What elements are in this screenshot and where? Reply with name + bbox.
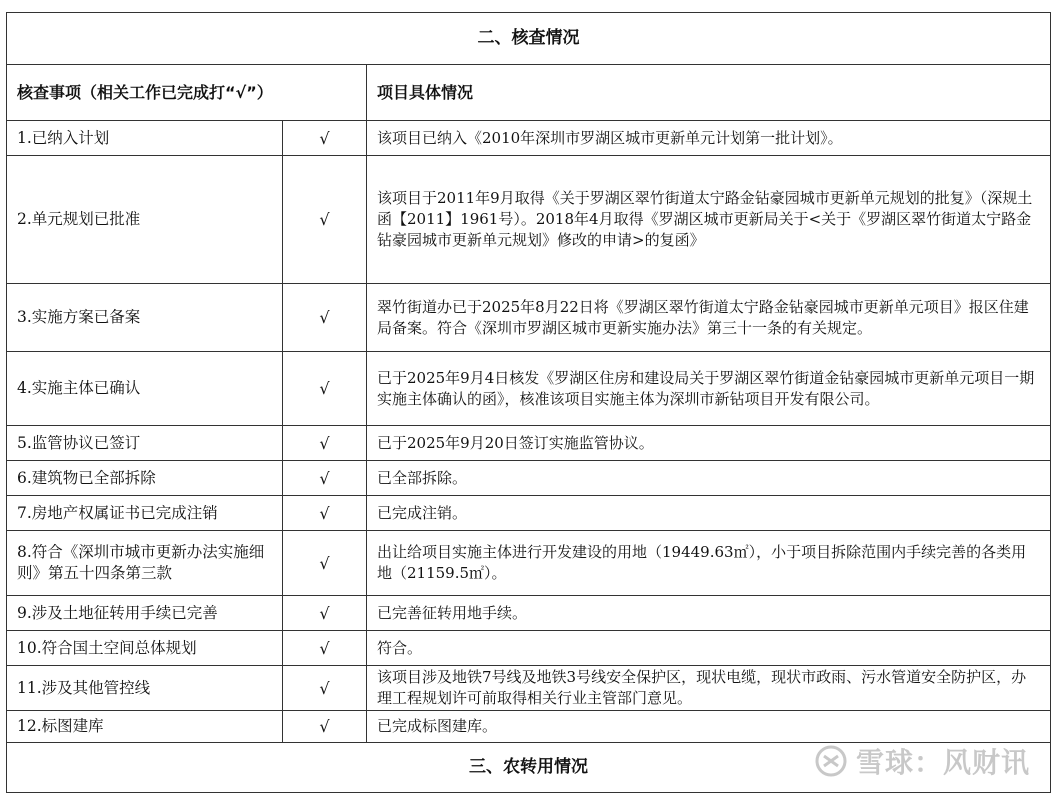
table-row	[7, 352, 1051, 426]
check-mark: √	[283, 461, 367, 496]
detail-cell: 翠竹街道办已于2025年8月22日将《罗湖区翠竹街道太宁路金钻豪园城市更新单元项目》报区住建局备案。符合《深圳市罗湖区城市更新实施办法》第三十一条的有关规定。	[367, 284, 1051, 352]
section-title-verification: 二、核查情况	[7, 13, 1051, 65]
item-cell: 5.监管协议已签订	[7, 426, 283, 461]
item-cell: 12.标图建库	[7, 711, 283, 743]
table-row	[7, 631, 1051, 666]
item-cell: 6.建筑物已全部拆除	[7, 461, 283, 496]
table-row	[7, 284, 1051, 352]
item-cell: 3.实施方案已备案	[7, 284, 283, 352]
detail-cell: 已完善征转用地手续。	[367, 596, 1051, 631]
item-cell: 1.已纳入计划	[7, 121, 283, 156]
check-mark: √	[283, 352, 367, 426]
table-row	[7, 426, 1051, 461]
item-cell: 4.实施主体已确认	[7, 352, 283, 426]
table-row	[7, 666, 1051, 711]
check-mark: √	[283, 156, 367, 284]
check-mark: √	[283, 711, 367, 743]
table-row	[7, 156, 1051, 284]
check-mark: √	[283, 284, 367, 352]
column-header-items: 核查事项（相关工作已完成打“√”）	[7, 65, 367, 121]
detail-cell: 已于2025年9月4日核发《罗湖区住房和建设局关于罗湖区翠竹街道金钻豪园城市更新单元项目一期实施主体确认的函》，核准该项目实施主体为深圳市新钻项目开发有限公司。	[367, 352, 1051, 426]
check-mark: √	[283, 496, 367, 531]
table-row	[7, 711, 1051, 743]
check-mark: √	[283, 631, 367, 666]
check-mark: √	[283, 596, 367, 631]
item-cell: 10.符合国土空间总体规划	[7, 631, 283, 666]
section-title-farmland-conversion: 三、农转用情况	[7, 743, 1051, 793]
table-row	[7, 496, 1051, 531]
table-row	[7, 596, 1051, 631]
detail-cell: 该项目已纳入《2010年深圳市罗湖区城市更新单元计划第一批计划》。	[367, 121, 1051, 156]
detail-cell: 该项目于2011年9月取得《关于罗湖区翠竹街道太宁路金钻豪园城市更新单元规划的批复》（深规土函【2011】1961号）。2018年4月取得《罗湖区城市更新局关于<关于《罗湖区翠竹街道太宁路金钻豪园城市更新单元规划》修改的申请>的复函》	[367, 156, 1051, 284]
table-row	[7, 121, 1051, 156]
column-header-details: 项目具体情况	[367, 65, 1051, 121]
item-cell: 8.符合《深圳市城市更新办法实施细则》第五十四条第三款	[7, 531, 283, 596]
detail-cell: 已于2025年9月20日签订实施监管协议。	[367, 426, 1051, 461]
check-mark: √	[283, 426, 367, 461]
table-row	[7, 531, 1051, 596]
section-header-row	[7, 13, 1051, 65]
detail-cell: 已完成标图建库。	[367, 711, 1051, 743]
detail-cell: 该项目涉及地铁7号线及地铁3号线安全保护区，现状电缆，现状市政雨、污水管道安全防护区，办理工程规划许可前取得相关行业主管部门意见。	[367, 666, 1051, 711]
check-mark: √	[283, 531, 367, 596]
detail-cell: 符合。	[367, 631, 1051, 666]
check-mark: √	[283, 666, 367, 711]
detail-cell: 已完成注销。	[367, 496, 1051, 531]
detail-cell: 已全部拆除。	[367, 461, 1051, 496]
detail-cell: 出让给项目实施主体进行开发建设的用地（19449.63㎡），小于项目拆除范围内手续完善的各类用地（21159.5㎡）。	[367, 531, 1051, 596]
item-cell: 11.涉及其他管控线	[7, 666, 283, 711]
check-mark: √	[283, 121, 367, 156]
item-cell: 7.房地产权属证书已完成注销	[7, 496, 283, 531]
watermark	[814, 741, 1030, 781]
watermark-text: 雪球：风财讯	[855, 746, 1030, 779]
table-row	[7, 461, 1051, 496]
item-cell: 9.涉及土地征转用手续已完善	[7, 596, 283, 631]
xueqiu-logo-icon	[814, 744, 848, 778]
item-cell: 2.单元规划已批准	[7, 156, 283, 284]
column-header-row	[7, 65, 1051, 121]
verification-table	[6, 12, 1051, 793]
